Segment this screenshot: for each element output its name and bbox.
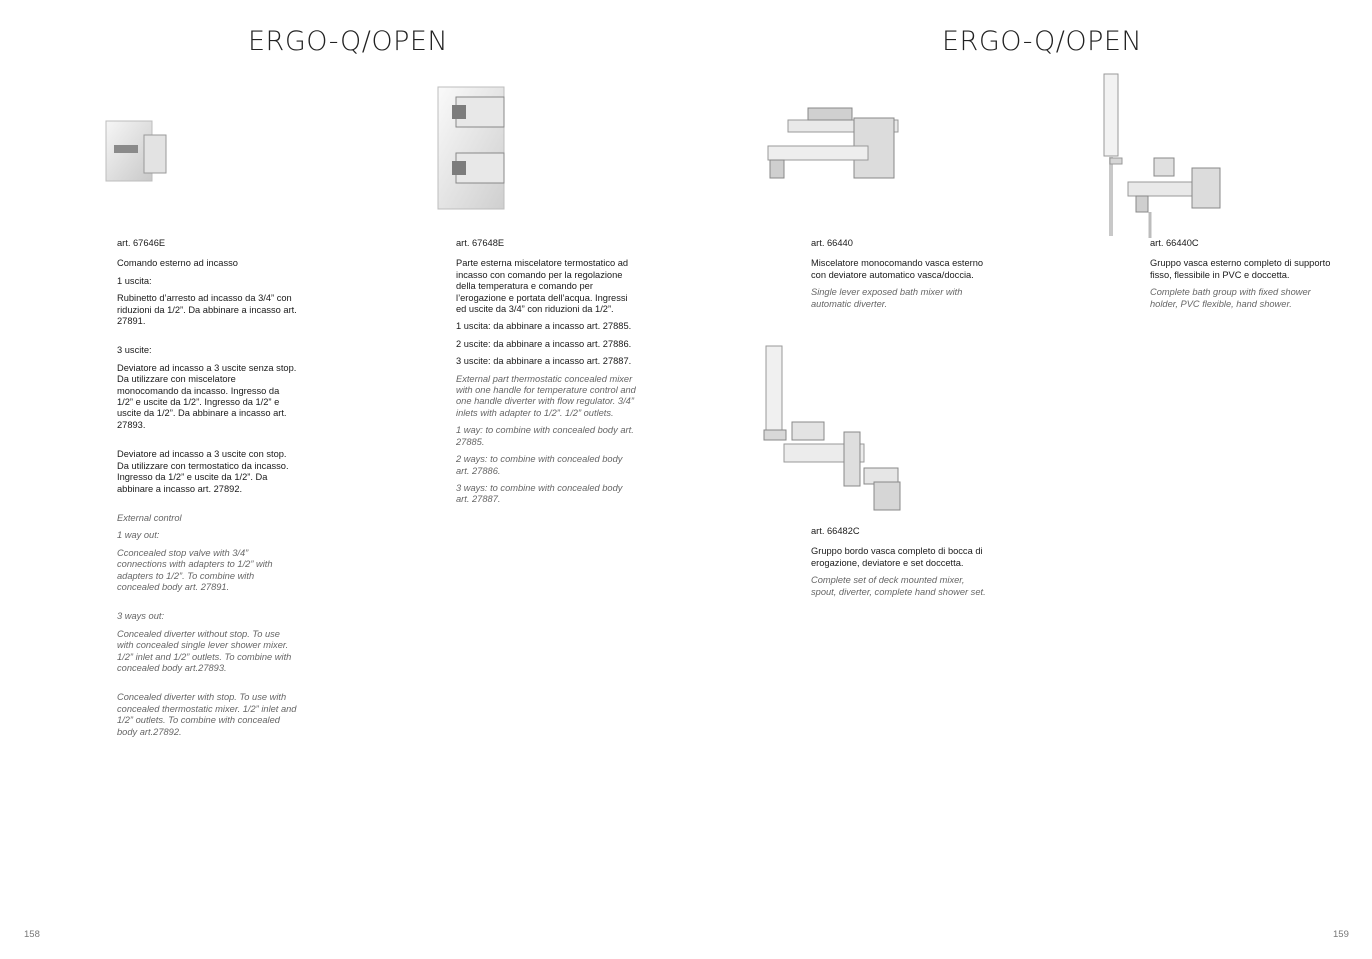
description-en: 2 ways: to combine with concealed body art. 27886. <box>456 454 623 476</box>
description-it: 1 uscita: <box>117 275 152 286</box>
product-67646e <box>117 238 297 744</box>
description-en: Complete set of deck mounted mixer, spout, diverter, complete hand shower set. <box>811 575 986 597</box>
description-en: 1 way out: <box>117 530 160 541</box>
deck-mounted-set-image <box>758 344 904 512</box>
description-en: Concealed diverter with stop. To use with concealed thermostatic mixer. 1/2” inlet and 1/2” outlets. To combine with concealed body art.27892. <box>117 692 297 737</box>
description-it: 3 uscite: da abbinare a incasso art. 27887. <box>456 356 632 367</box>
bath-group-shower-image <box>1100 72 1226 242</box>
art-number: art. 67648E <box>456 238 505 248</box>
description-it: 3 uscite: <box>117 345 152 356</box>
description-it: Miscelatore monocomando vasca esterno con deviatore automatico vasca/doccia. <box>811 258 984 280</box>
left-page-title: ERGO-Q/OPEN <box>248 26 449 57</box>
description-en: 3 ways out: <box>117 611 165 622</box>
description-it: Deviatore ad incasso a 3 uscite con stop. Da utilizzare con termostatico da incasso. Ingresso da 1/2” e uscite da 1/2”. Da abbinare a incasso art. 27892. <box>117 449 289 494</box>
art-number: art. 66440 <box>811 238 853 248</box>
description-en: Concealed diverter without stop. To use with concealed single lever shower mixer. 1/2” inlet and 1/2” outlets. To combine with concealed body art.27893. <box>117 628 292 673</box>
right-page-title: ERGO-Q/OPEN <box>942 26 1143 57</box>
description-en: External control <box>117 512 182 523</box>
description-en: 1 way: to combine with concealed body art. 27885. <box>456 425 634 447</box>
bath-mixer-image <box>766 104 906 180</box>
product-66440c <box>1150 238 1335 316</box>
description-it: Deviatore ad incasso a 3 uscite senza stop. Da utilizzare con miscelatore monocomando da incasso. Ingresso da 1/2” e uscite da 1/2”. Ingresso da 1/2” e uscite da 1/2”. Da abbinare a incasso art. 27893. <box>117 362 297 430</box>
concealed-control-image <box>100 115 170 185</box>
description-en: Cconcealed stop valve with 3/4” connections with adapters to 1/2” with adapters to 1/2”. To combine with concealed body art. 27891. <box>117 547 273 592</box>
description-it: Comando esterno ad incasso <box>117 258 238 269</box>
art-number: art. 66482C <box>811 526 860 536</box>
product-66482c <box>811 526 991 604</box>
description-it: Gruppo bordo vasca completo di bocca di erogazione, deviatore e set doccetta. <box>811 546 983 568</box>
description-en: External part thermostatic concealed mixer with one handle for temperature control and one handle diverter with flow regulator. 3/4” inlets with adapter to 1/2”. 1/2” outlets. <box>456 373 636 418</box>
description-it: 2 uscite: da abbinare a incasso art. 27886. <box>456 338 632 349</box>
right-page-number: 159 <box>1333 929 1349 940</box>
art-number: art. 66440C <box>1150 238 1199 248</box>
product-67648e <box>456 238 636 512</box>
left-page-number: 158 <box>24 929 40 940</box>
description-en: 3 ways: to combine with concealed body art. 27887. <box>456 482 623 505</box>
description-it: Gruppo vasca esterno completo di supporto fisso, flessibile in PVC e doccetta. <box>1150 258 1331 280</box>
description-it: Rubinetto d’arresto ad incasso da 3/4” con riduzioni da 1/2”. Da abbinare a incasso art. 27891. <box>117 293 297 327</box>
description-en: Single lever exposed bath mixer with automatic diverter. <box>811 287 963 309</box>
description-en: Complete bath group with fixed shower holder, PVC flexible, hand shower. <box>1150 287 1311 309</box>
thermostatic-plate-image <box>434 83 510 211</box>
product-66440 <box>811 238 986 316</box>
art-number: art. 67646E <box>117 238 166 248</box>
description-it: 1 uscita: da abbinare a incasso art. 27885. <box>456 321 632 332</box>
description-it: Parte esterna miscelatore termostatico ad incasso con comando per la regolazione della temperatura e comando per l’erogazione e portata dell’acqua. Ingressi ed uscite da 3/4” con riduzioni da 1/2”. <box>456 258 629 315</box>
